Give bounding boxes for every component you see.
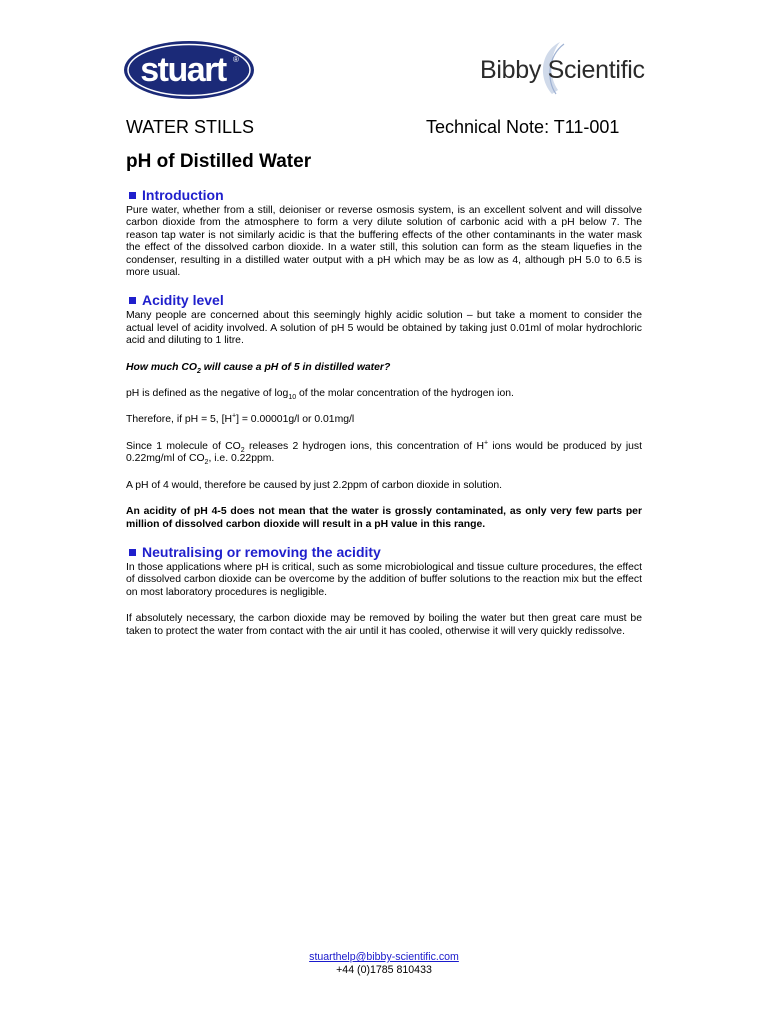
document-body (126, 186, 642, 638)
document-title: pH of Distilled Water (126, 151, 312, 172)
introduction-heading-text: Introduction (142, 187, 224, 203)
square-bullet-icon (129, 549, 136, 556)
category-label: WATER STILLS (126, 117, 255, 137)
stuart-logo-text: stuart (140, 51, 226, 89)
support-email-link[interactable]: stuarthelp@bibby-scientific.com (309, 951, 459, 963)
stuart-logo (123, 40, 255, 100)
square-bullet-icon (129, 297, 136, 304)
registered-mark: ® (233, 55, 239, 64)
acidity-heading-text: Acidity level (142, 292, 224, 309)
acidity-paragraph: Many people are concerned about this seemingly highly acidic solution – but take a moment to consider the actual level of acidity involved. A solution of pH 5 would be obtained by taking just 0.01ml of molar hydrochloric acid and diluting to 1 litre. (126, 310, 642, 347)
co2-question: How much $CO_2$ will cause a pH of 5 in distilled water? (126, 361, 391, 375)
neutralising-paragraph-2: If absolutely necessary, the carbon dioxide may be removed by boiling the water but then great care must be taken to protect the water from contact with the air until it has cooled, otherwise it will very quickly redissolve. (126, 613, 642, 637)
neutralising-heading-text: Neutralising or removing the acidity (142, 543, 381, 560)
co2-molecule-paragraph: Since 1 molecule of $CO_2$ releases 2 hydrogen ions, this concentration of H+ ions would be produced by just 0.22mg/ml of $CO_2$, i.e. 0.22ppm. (126, 439, 643, 467)
bibby-logo-text: Bibby Scientific (480, 56, 645, 84)
section-heading-acidity (129, 291, 642, 309)
introduction-paragraph: Pure water, whether from a still, deioniser or reverse osmosis system, is an excellent solvent and will dissolve carbon dioxide from the atmosphere to form a very dilute solution of carbonic acid with a pH below 7. The reason tap water is not similarly acidic is that the buffering effects of the other contaminants in the water mask the effect of the dissolved carbon dioxide. In a water still, this solution can form as the steam liquefies in the condenser, resulting in a distilled water output with a pH which may be as low as 4, although pH 5.0 to 6.5 is more usual. (126, 205, 642, 279)
neutralising-paragraph-1: In those applications where pH is critical, such as some microbiological and tissue culture procedures, the effect of dissolved carbon dioxide can be overcome by the addition of buffer solutions to the reaction mix but the effect on most laboratory procedures is negligible. (126, 561, 642, 598)
square-bullet-icon (129, 192, 136, 199)
acidity-note-bold: An acidity of pH 4-5 does not mean that the water is grossly contaminated, as only very few parts per million of dissolved carbon dioxide will result in a pH value in this range. (126, 506, 642, 530)
stuart-logo-graphic (123, 40, 255, 100)
bibby-scientific-logo (476, 38, 645, 102)
hydrogen-concentration: Therefore, if pH = 5, [H+] = 0.00001g/l or 0.01mg/l (126, 413, 355, 426)
section-heading-introduction (129, 186, 642, 204)
section-heading-neutralising (129, 543, 642, 561)
ph-definition: pH is defined as the negative of $\log_{10}$ of the molar concentration of the hydrogen ion. (126, 388, 514, 402)
technical-note-label: Technical Note: T11-001 (426, 117, 620, 137)
ph4-paragraph: A pH of 4 would, therefore be caused by just 2.2ppm of carbon dioxide in solution. (126, 479, 503, 491)
footer (0, 951, 768, 977)
support-phone: +44 (0)1785 810433 (336, 964, 432, 976)
